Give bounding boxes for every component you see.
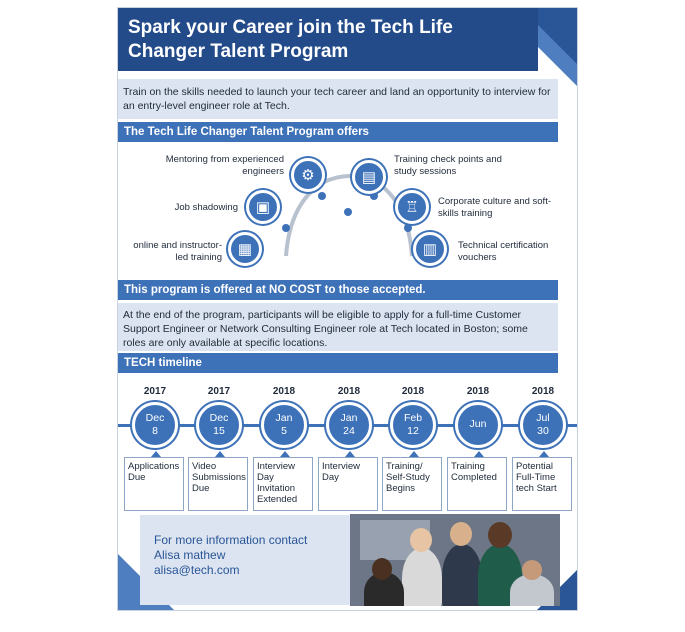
timeline-month: Feb: [403, 412, 423, 424]
offer-pin: [393, 188, 433, 228]
offer-label: Mentoring from experienced engineers: [165, 154, 284, 177]
timeline-date: [132, 402, 178, 448]
eligibility-text: At the end of the program, participants will be eligible to apply for a full-time Customer Support Engineer or Network Consulting Engineer role at Tech located in Boston; some roles are only available at specific locations.: [118, 303, 558, 351]
contact-name: Alisa mathew: [154, 548, 226, 562]
certificate-icon: ▥: [413, 232, 447, 266]
person: [442, 544, 482, 606]
contact-intro: For more information contact: [154, 533, 308, 547]
offer-label: Job shadowing: [174, 202, 238, 213]
timeline-event: Applications Due: [124, 457, 184, 511]
timeline-day: 8: [152, 425, 158, 437]
timeline-day: 24: [343, 425, 355, 437]
video-lesson-icon: ▦: [228, 232, 262, 266]
person-head: [522, 560, 542, 580]
timeline-year: 2018: [272, 386, 296, 397]
contact-email[interactable]: alisa@tech.com: [154, 563, 240, 577]
offer-label: Training check points and study sessions: [394, 154, 502, 177]
person: [402, 548, 442, 606]
offer-label: Technical certification vouchers: [458, 240, 549, 263]
timeline-event: Interview Day: [318, 457, 378, 511]
timeline-day: 15: [213, 425, 225, 437]
timeline-year: 2018: [466, 386, 490, 397]
offer-pin: [411, 230, 451, 270]
person-head: [410, 528, 432, 552]
timeline-event: Training Completed: [447, 457, 507, 511]
person-head: [372, 558, 392, 580]
timeline-month: Dec: [145, 412, 165, 424]
timeline: [118, 382, 578, 512]
timeline-month: Dec: [209, 412, 229, 424]
offer-pin: [350, 158, 390, 198]
flyer: [117, 7, 578, 611]
person-head: [488, 522, 512, 548]
offer-pin: [289, 156, 329, 196]
timeline-month: Jan: [340, 412, 358, 424]
contact-box: [140, 515, 350, 605]
timeline-day: 30: [537, 425, 549, 437]
timeline-event: Potential Full-Time tech Start: [512, 457, 572, 511]
timeline-date: [261, 402, 307, 448]
person-head: [450, 522, 472, 546]
timeline-date: [455, 402, 501, 448]
timeline-month: Jul: [536, 412, 550, 424]
cost-heading: This program is offered at NO COST to those accepted.: [118, 280, 558, 300]
timeline-year: 2017: [143, 386, 167, 397]
timeline-month: Jan: [275, 412, 293, 424]
timeline-month: Jun: [469, 418, 487, 430]
clipboard-icon: ▣: [246, 190, 280, 224]
timeline-year: 2018: [401, 386, 425, 397]
offer-pin: [226, 230, 266, 270]
team-photo: [350, 514, 560, 606]
org-chart-icon: ♖: [395, 190, 429, 224]
timeline-year: 2018: [531, 386, 555, 397]
arc-dot: [344, 208, 352, 216]
offer-label: online and instructor-led training: [133, 240, 222, 263]
head-gear-icon: ⚙: [291, 158, 325, 192]
timeline-date: [390, 402, 436, 448]
offers-heading: The Tech Life Changer Talent Program offers: [118, 122, 558, 142]
presentation-icon: ▤: [352, 160, 386, 194]
offer-pin: [244, 188, 284, 228]
timeline-date: [520, 402, 566, 448]
timeline-date: [196, 402, 242, 448]
timeline-day: 5: [281, 425, 287, 437]
timeline-day: 12: [407, 425, 419, 437]
timeline-date: [326, 402, 372, 448]
timeline-event: Interview Day Invitation Extended: [253, 457, 313, 511]
intro-text: Train on the skills needed to launch your tech career and land an opportunity to interview for an entry-level engineer role at Tech.: [118, 79, 558, 119]
timeline-year: 2017: [207, 386, 231, 397]
timeline-event: Video Submissions Due: [188, 457, 248, 511]
flyer-title: Spark your Career join the Tech Life Changer Talent Program: [118, 8, 538, 71]
offers-diagram: [118, 142, 578, 272]
timeline-year: 2018: [337, 386, 361, 397]
timeline-heading: TECH timeline: [118, 353, 558, 373]
offer-label: Corporate culture and soft-skills training: [438, 196, 552, 219]
timeline-event: Training/ Self-Study Begins: [382, 457, 442, 511]
